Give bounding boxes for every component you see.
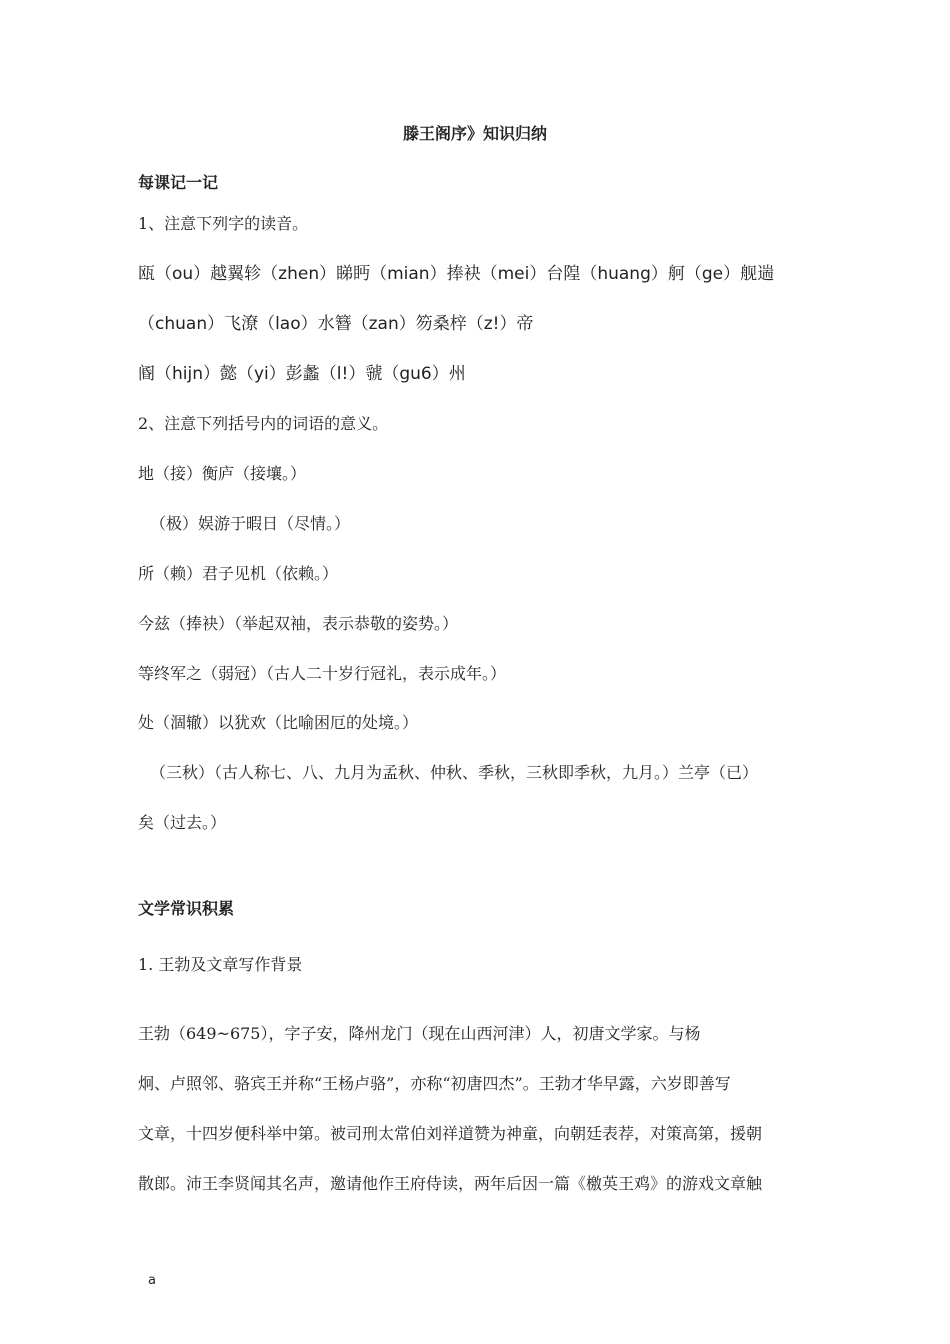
- meaning-line: 处（涸辙）以犹欢（比喻困厄的处境。）: [138, 713, 419, 732]
- pronunciation-line-2: （chuan）飞潦（lao）水簪（zan）笏桑梓（z!）帝: [138, 314, 534, 334]
- meaning-line: 等终军之（弱冠）（古人二十岁行冠礼，表示成年。）: [138, 664, 507, 683]
- pronunciation-line-1: 瓯（ou）越翼轸（zhen）睇眄（mian）捧袂（mei）台隍（huang）舸（ge）舰遄: [138, 264, 775, 284]
- section-heading-literature: 文学常识积累: [138, 899, 235, 918]
- paragraph-line: 王勃（649~675），字子安，降州龙门（现在山西河津）人，初唐文学家。与杨: [138, 1024, 701, 1043]
- paragraph-line: 炯、卢照邻、骆宾王并称“王杨卢骆”，亦称“初唐四杰”。王勃才华早露，六岁即善写: [138, 1074, 731, 1093]
- meaning-line: 所（赖）君子见机（依赖。）: [138, 564, 339, 583]
- meaning-line: 矣（过去。）: [138, 813, 227, 832]
- item-pronunciation-intro: 1、注意下列字的读音。: [138, 214, 309, 233]
- meaning-line: 今兹（捧袂）（举起双袖，表示恭敬的姿势。）: [138, 614, 459, 633]
- item-author-background: 1. 王勃及文章写作背景: [138, 955, 303, 974]
- paragraph-line: 散郎。沛王李贤闻其名声，邀请他作王府侍读，两年后因一篇《檄英王鸡》的游戏文章触: [138, 1174, 763, 1193]
- section-heading-memorize: 每课记一记: [138, 173, 219, 192]
- page-footer: a: [148, 1273, 156, 1288]
- meaning-line: （三秋）（古人称七、八、九月为孟秋、仲秋、季秋，三秋即季秋，九月。）兰亭（已）: [150, 763, 759, 782]
- paragraph-line: 文章，十四岁便科举中第。被司刑太常伯刘祥道赞为神童，向朝廷表荐，对策高第，援朝: [138, 1124, 763, 1143]
- item-meaning-intro: 2、注意下列括号内的词语的意义。: [138, 414, 389, 433]
- meaning-line: 地（接）衡庐（接壤。）: [138, 464, 307, 483]
- pronunciation-line-3: 阍（hijn）懿（yi）彭蠡（l!）虢（gu6）州: [138, 364, 466, 384]
- meaning-line: （极）娱游于暇日（尽情。）: [150, 514, 351, 533]
- document-title: 滕王阁序》知识归纳: [402, 124, 547, 143]
